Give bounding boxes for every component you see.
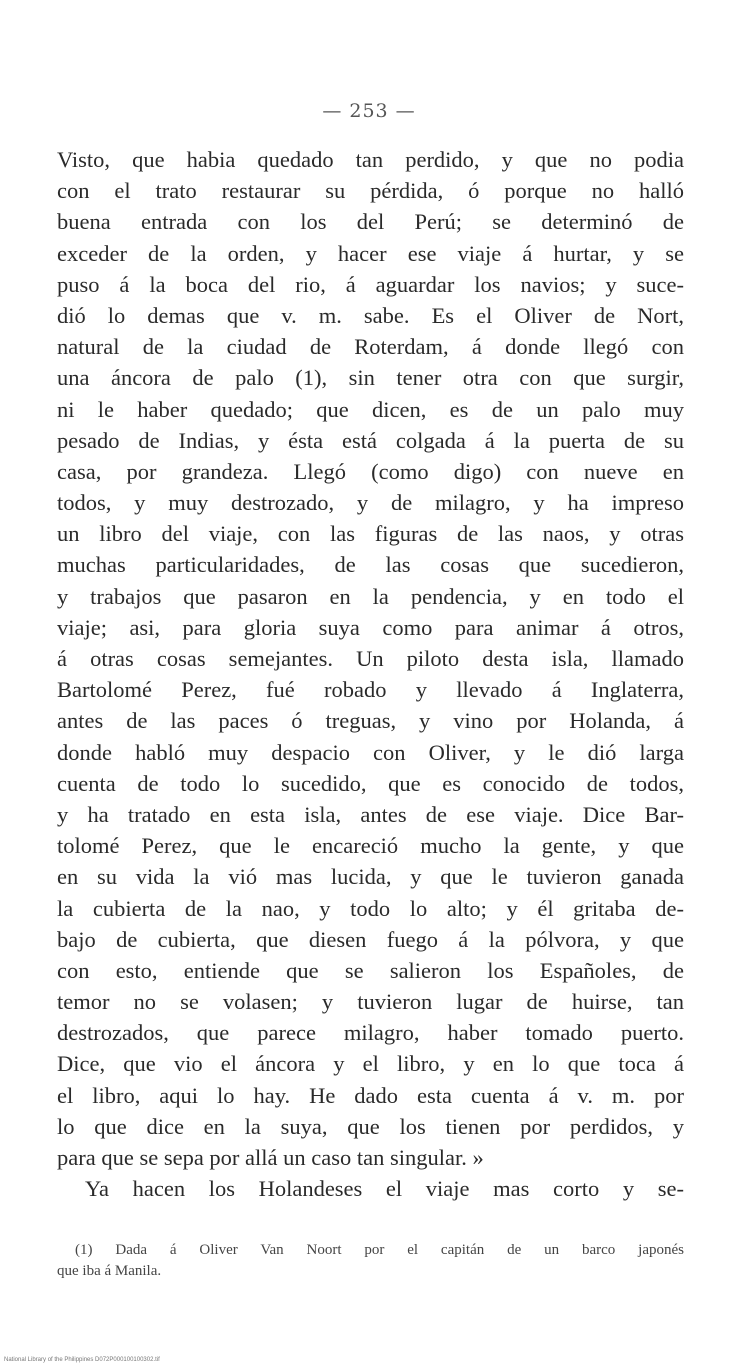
text-line: temor no se volasen; y tuvieron lugar de huirse, tan — [57, 989, 684, 1015]
text-line: muchas particularidades, de las cosas que sucedieron, — [57, 552, 684, 578]
text-line: casa, por grandeza. Llegó (como digo) con nueve en — [57, 458, 684, 484]
text-line: en su vida la vió mas lucida, y que le tuvieron ganada — [57, 864, 684, 890]
text-line: con esto, entiende que se salieron los Españoles, de — [57, 957, 684, 983]
text-line: exceder de la orden, y hacer ese viaje á hurtar, y se — [57, 240, 684, 266]
text-line: Visto, que habia quedado tan perdido, y que no podia — [57, 147, 684, 172]
library-watermark: National Library of the Philippines D072P000100100302.tif — [4, 1357, 160, 1363]
text-line: viaje; asi, para gloria suya como para animar á otros, — [57, 614, 684, 640]
text-line: ni le haber quedado; que dicen, es de un palo muy — [57, 396, 684, 422]
text-line: cuenta de todo lo sucedido, que es conocido de todos, — [57, 770, 684, 796]
text-line: un libro del viaje, con las figuras de las naos, y otras — [57, 521, 684, 547]
text-line: una áncora de palo (1), sin tener otra con que surgir, — [57, 365, 684, 391]
text-line: el libro, aqui lo hay. He dado esta cuenta á v. m. por — [57, 1082, 684, 1108]
body-text — [57, 144, 684, 1204]
text-line: y trabajos que pasaron en la pendencia, y en todo el — [57, 583, 684, 609]
text-line: Dice, que vio el áncora y el libro, y en lo que toca á — [57, 1051, 684, 1077]
text-line: á otras cosas semejantes. Un piloto desta isla, llamado — [57, 646, 684, 671]
text-line: con el trato restaurar su pérdida, ó porque no halló — [57, 178, 684, 204]
text-line: antes de las paces ó treguas, y vino por Holanda, á — [57, 708, 684, 734]
footnote-line: que iba á Manila. — [57, 1263, 162, 1279]
text-line: pesado de Indias, y ésta está colgada á la puerta de su — [57, 427, 684, 453]
text-line: tolomé Perez, que le encareció mucho la gente, y que — [57, 833, 684, 859]
text-line: Bartolomé Perez, fué robado y llevado á Inglaterra, — [57, 677, 684, 703]
text-line: donde habló muy despacio con Oliver, y le dió larga — [57, 739, 684, 765]
text-line: la cubierta de la nao, y todo lo alto; y él gritaba de- — [57, 895, 684, 921]
text-line: lo que dice en la suya, que los tienen por perdidos, y — [57, 1113, 684, 1139]
text-line: para que se sepa por allá un caso tan singular. » — [57, 1145, 484, 1170]
text-line: y ha tratado en esta isla, antes de ese viaje. Dice Bar- — [57, 801, 684, 827]
text-line: buena entrada con los del Perú; se determinó de — [57, 209, 684, 235]
footnote-line: (1) Dada á Oliver Van Noort por el capitán de un barco japonés — [75, 1242, 684, 1258]
text-line: destrozados, que parece milagro, haber tomado puerto. — [57, 1020, 684, 1046]
text-line: Ya hacen los Holandeses el viaje mas corto y se- — [85, 1176, 684, 1202]
page-number: — 253 — — [322, 100, 416, 122]
text-line: bajo de cubierta, que diesen fuego á la pólvora, y que — [57, 926, 684, 952]
footnote — [57, 1240, 684, 1282]
text-line: todos, y muy destrozado, y de milagro, y ha impreso — [57, 490, 684, 516]
text-line: dió lo demas que v. m. sabe. Es el Oliver de Nort, — [57, 302, 684, 328]
text-line: puso á la boca del rio, á aguardar los navios; y suce- — [57, 271, 684, 297]
text-line: natural de la ciudad de Roterdam, á donde llegó con — [57, 334, 684, 360]
